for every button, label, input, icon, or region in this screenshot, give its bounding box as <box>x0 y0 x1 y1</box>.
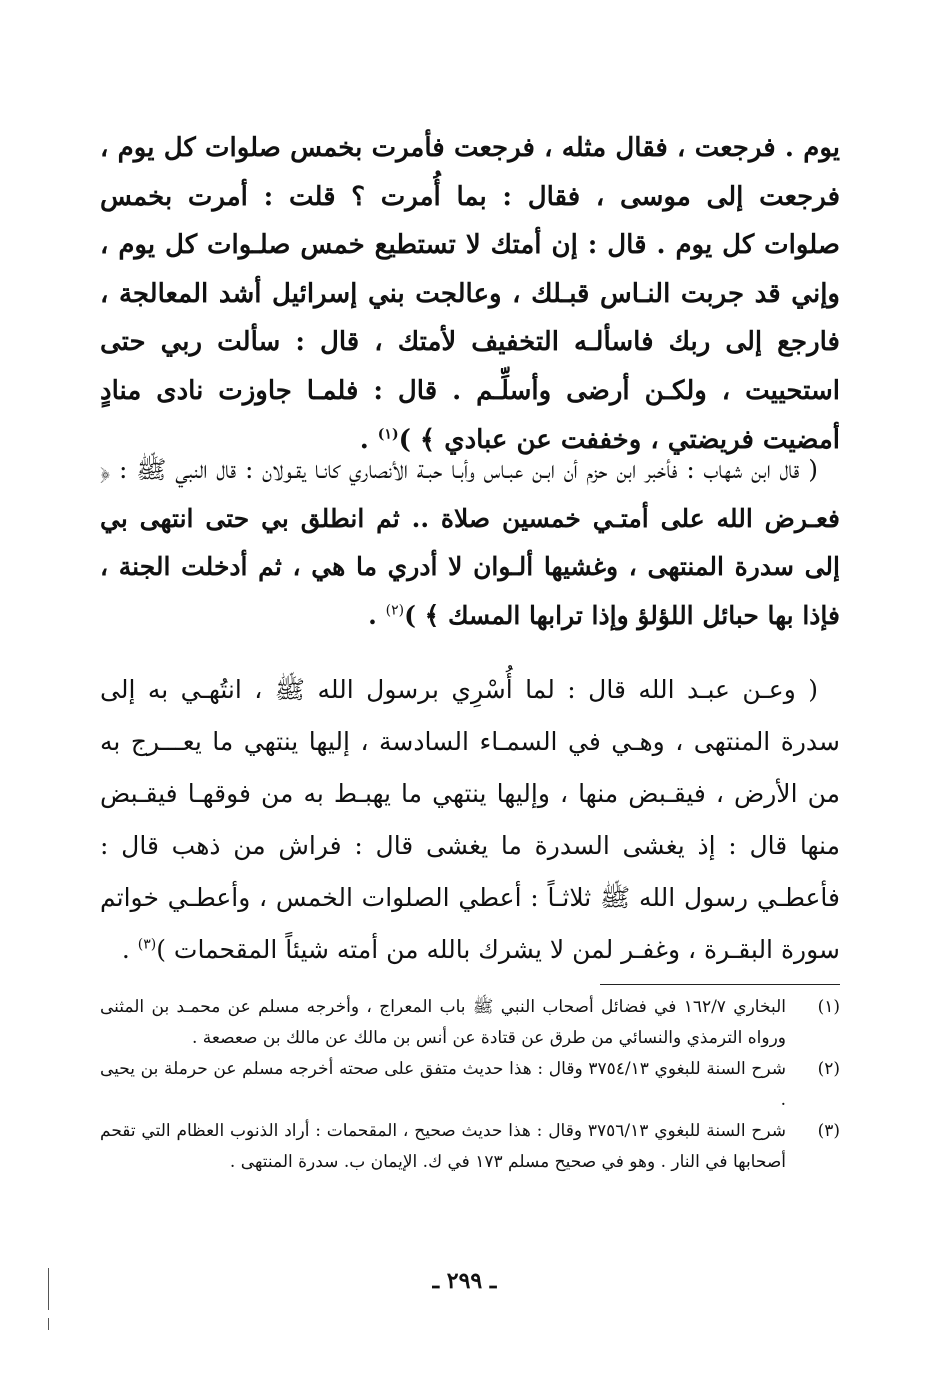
footnote-2 <box>100 1054 840 1116</box>
footnote-1 <box>100 992 840 1054</box>
footnote-number: (٣) <box>817 1121 840 1141</box>
footnotes <box>100 992 840 1178</box>
paragraph-2-intro: ( قال ابن شهاب : فأخبر ابن حزم أن ابـن عبـاس وأبـا حبـة الأنصاري كانـا يقـولان : قال النبي ﷺ : ﴿ <box>100 455 818 484</box>
footnote-number: (٢) <box>817 1059 840 1079</box>
footnote-ref-1[interactable]: (١) <box>377 425 399 442</box>
paragraph-3-text: ( وعـن عبـد الله قال : لما أُسْرِي برسول الله ﷺ ، انتُهـي به إلى سدرة المنتهى ، وهـي في السمـاء السادسة ، إليها ينتهي ما يعـــرج به من الأرض ، فيقـبض منها ، وإليها ينتهي ما يهبـط به من فوقهـا فيقـبض منها قال : إذ يغشى السدرة ما يغشى قال : فراش من ذهب قال : فأعطـي رسول الله ﷺ ثلاثـاً : أعطي الصلوات الخمس ، وأعطـي خواتم سورة البقـرة ، وغفـر لمن لا يشرك بالله من أمته شيئاً المقحمات ) <box>100 675 840 964</box>
main-paragraph-1 <box>100 124 840 464</box>
paragraph-2-end: . <box>368 600 386 630</box>
main-paragraph-2 <box>100 446 840 640</box>
footnote-text: شرح السنة للبغوي ٣٧٥٤/١٣ وقال : هذا حديث متفق على صحته أخرجه مسلم عن حرملة بن يحيى . <box>100 1059 786 1110</box>
scan-margin-mark <box>48 1268 49 1310</box>
footnote-3 <box>100 1116 840 1178</box>
scan-margin-mark <box>48 1318 49 1330</box>
footnote-text: البخاري ١٦٢/٧ في فضائل أصحاب النبي ﷺ باب المعراج ، وأخرجه مسلم عن محمـد بن المثنى ورواه الترمذي والنسائي من طرق عن قتادة عن أنس بن مالك عن مالك بن صعصعة . <box>100 997 786 1048</box>
footnote-ref-2[interactable]: (٢) <box>385 602 405 619</box>
page-number: ـ ٢٩٩ ـ <box>432 1268 497 1294</box>
paragraph-2-quote: فعـرض الله على أمتـي خمسين صلاة .. ثم انطلق بي حتى انتهى بي إلى سدرة المنتهى ، وغشيها ألـوان لا أدري ما هي ، ثم أدخلت الجنة ، فإذا بها حبائل اللؤلؤ وإذا ترابها المسك ﴾ ) <box>100 503 840 630</box>
footnote-ref-3[interactable]: (٣) <box>137 936 157 953</box>
paragraph-3-end: . <box>121 935 138 964</box>
paragraph-1-end: . <box>359 424 378 455</box>
main-paragraph-3 <box>100 664 840 976</box>
footnote-text: شرح السنة للبغوي ٣٧٥٦/١٣ وقال : هذا حديث صحيح ، المقحمات : أراد الذنوب العظام التي تقحم أصحابها في النار . وهو في صحيح مسلم ١٧٣ في ك. الإيمان ب. سدرة المنتهى . <box>100 1121 786 1172</box>
paragraph-1-text: يوم . فرجعت ، فقال مثله ، فرجعت فأمرت بخمس صلوات كل يوم ، فرجعت إلى موسى ، فقال : بما أُمرت ؟ قلت : أمرت بخمس صلوات كل يوم . قال : إن أمتك لا تستطيع خمس صلـوات كل يوم ، وإني قد جربت النـاس قبـلك ، وعالجت بني إسرائيل أشد المعالجة ، فارجع إلى ربك فاسألـه التخفيف لأمتك ، قال : سألت ربي حتى استحييت ، ولكـن أرضى وأسلِّـم . قال : فلمـا جاوزت نادى منادٍ أمضيت فريضتي ، وخففت عن عبادي ﴾ ) <box>100 133 840 455</box>
footnote-separator <box>600 984 840 985</box>
footnote-number: (١) <box>817 997 840 1017</box>
